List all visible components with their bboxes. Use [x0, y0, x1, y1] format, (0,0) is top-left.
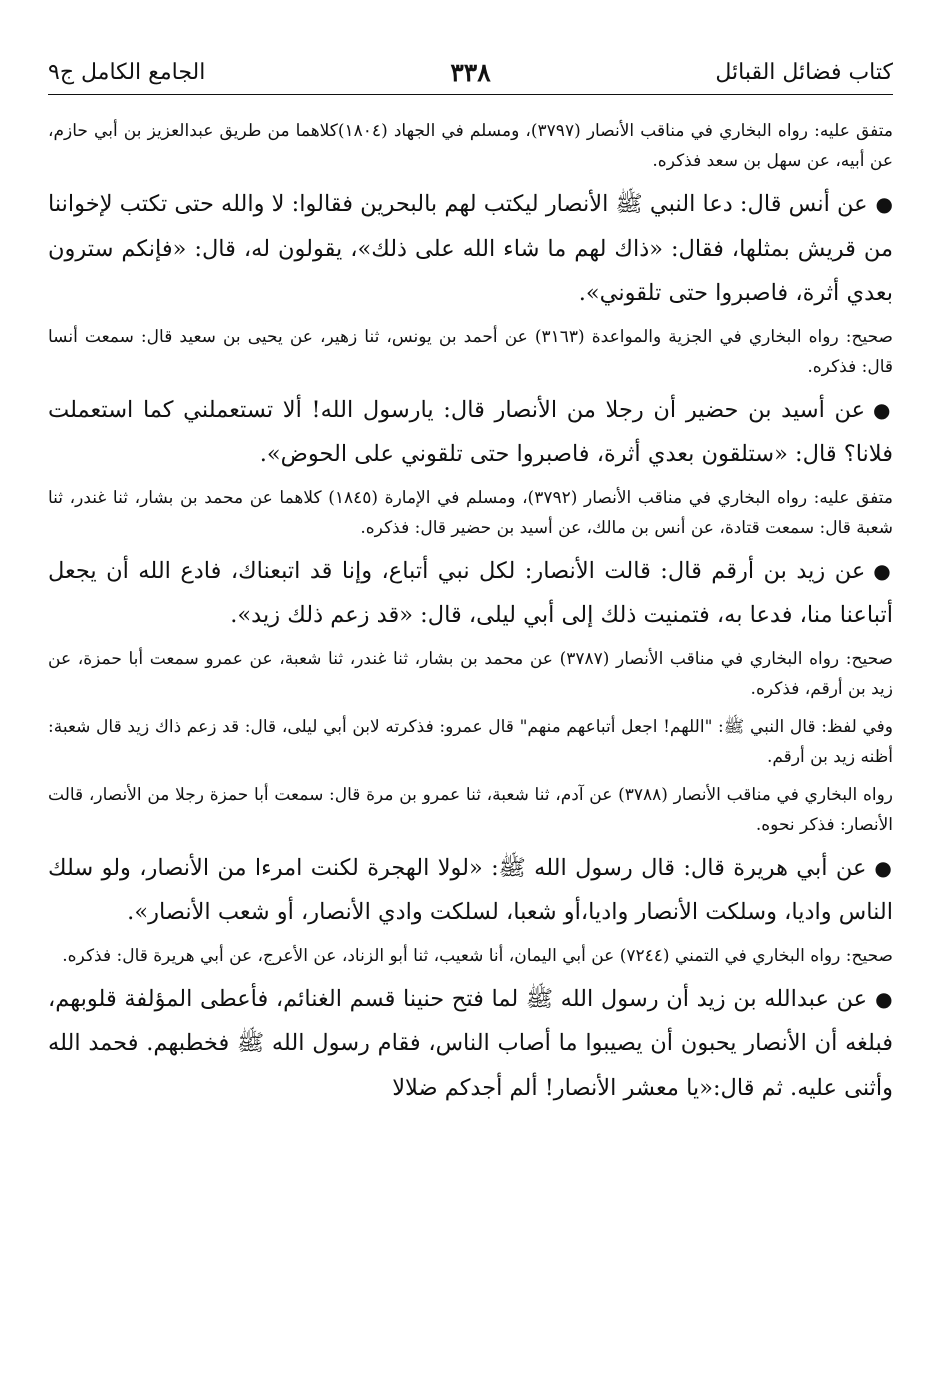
hadith-text: عن عبدالله بن زيد أن رسول الله ﷺ لما فتح حنينا قسم الغنائم، فأعطى المؤلفة قلوبهم، فبلغه أن الأنصار يحبون أن يصيبوا ما أصاب الناس، فقام رسول الله ﷺ فخطبهم. فحمد الله وأثنى عليه. ثم قال:«يا معشر الأنصار! ألم أجدكم ضلالا — [48, 985, 893, 1101]
hadith-text: عن أسيد بن حضير أن رجلا من الأنصار قال: يارسول الله! ألا تستعملني كما استعملت فلانا؟ قال: «ستلقون بعدي أثرة، فاصبروا حتى تلقوني على الحوض». — [48, 396, 893, 467]
takhrij-text: متفق عليه: رواه البخاري في مناقب الأنصار (٣٧٩٧)، ومسلم في الجهاد (١٨٠٤)كلاهما من طريق عبدالعزيز بن أبي حازم، عن أبيه، عن سهل بن سعد فذكره. — [48, 121, 893, 171]
takhrij-text: رواه البخاري في مناقب الأنصار (٣٧٨٨) عن آدم، ثنا شعبة، ثنا عمرو بن مرة قال: سمعت أبا حمزة رجلا من الأنصار، قالت الأنصار: فذكر نحوه. — [48, 784, 893, 835]
takhrij-note — [48, 322, 893, 382]
takhrij-text: وفي لفظ: قال النبي ﷺ: "اللهم! اجعل أتباعهم منهم" قال عمرو: فذكرته لابن أبي ليلى، قال: قد زعم ذاك زيد قال شعبة: أظنه زيد بن أرقم. — [48, 716, 893, 767]
takhrij-note — [48, 941, 893, 971]
volume-label: الجامع الكامل ج٩ — [48, 60, 206, 85]
hadith-text: عن أبي هريرة قال: قال رسول الله ﷺ: «لولا الهجرة لكنت امرءا من الأنصار، ولو سلك الناس واديا، وسلكت الأنصار واديا،أو شعبا، لسلكت وادي الأنصار، أو شعب الأنصار». — [48, 854, 893, 925]
page-number: ٣٣٨ — [450, 58, 491, 87]
hadith-paragraph — [48, 388, 893, 477]
takhrij-note — [48, 780, 893, 840]
bullet-icon: ● — [873, 558, 894, 583]
page-body — [48, 116, 893, 1116]
bullet-icon: ● — [874, 855, 893, 880]
takhrij-text: صحيح: رواه البخاري في مناقب الأنصار (٣٧٨٧) عن محمد بن بشار، ثنا غندر، ثنا شعبة، عن عمرو سمعت أبا حمزة، عن زيد بن أرقم، فذكره. — [48, 648, 893, 699]
takhrij-note — [48, 483, 893, 543]
hadith-paragraph — [48, 182, 893, 316]
takhrij-text: متفق عليه: رواه البخاري في مناقب الأنصار (٣٧٩٢)، ومسلم في الإمارة (١٨٤٥) كلاهما عن محمد بن بشار، ثنا غندر، ثنا شعبة قال: سمعت قتادة، عن أنس بن مالك، عن أسيد بن حضير قال: فذكره. — [48, 487, 894, 538]
page-header — [48, 58, 893, 95]
hadith-text: عن أنس قال: دعا النبي ﷺ الأنصار ليكتب لهم بالبحرين فقالوا: لا والله حتى تكتب لإخواننا من قريش بمثلها، فقال: «ذاك لهم ما شاء الله على ذلك»، يقولون له، قال: «فإنكم سترون بعدي أثرة، فاصبروا حتى تلقوني». — [48, 191, 893, 306]
takhrij-note — [48, 644, 893, 704]
takhrij-text: صحيح: رواه البخاري في الجزية والمواعدة (٣١٦٣) عن أحمد بن يونس، ثنا زهير، عن يحيى بن سعيد قال: سمعت أنسا قال: فذكره. — [48, 326, 893, 377]
book-title: كتاب فضائل القبائل — [715, 60, 893, 85]
takhrij-note — [48, 116, 893, 176]
hadith-paragraph — [48, 549, 893, 638]
hadith-paragraph — [48, 977, 893, 1111]
takhrij-text: صحيح: رواه البخاري في التمني (٧٢٤٤) عن أبي اليمان، أنا شعيب، ثنا أبو الزناد، عن الأعرج، عن أبي هريرة قال: فذكره. — [62, 945, 893, 966]
bullet-icon: ● — [875, 192, 894, 216]
takhrij-note — [48, 712, 893, 772]
bullet-icon: ● — [873, 397, 893, 422]
hadith-paragraph — [48, 846, 893, 935]
bullet-icon: ● — [875, 986, 893, 1011]
hadith-text: عن زيد بن أرقم قال: قالت الأنصار: لكل نبي أتباع، وإنا قد اتبعناك، فادع الله أن يجعل أتباعنا منا، فدعا به، فتمنيت ذلك إلى أبي ليلى، قال: «قد زعم ذلك زيد». — [48, 557, 893, 628]
